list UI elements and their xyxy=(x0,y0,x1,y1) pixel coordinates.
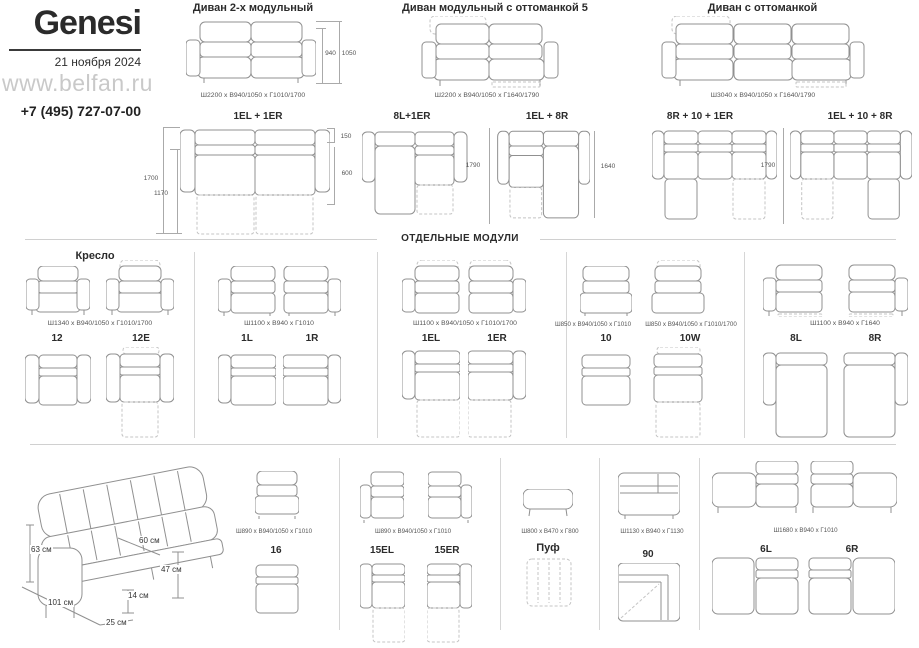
layout-title: 1EL + 1ER xyxy=(233,111,283,122)
config-dimensions: Ш2200 x В940/1050 x Г1640/1790 xyxy=(434,92,540,99)
dim-line xyxy=(163,127,180,128)
module-front-drawing xyxy=(712,461,802,515)
module-front-drawing xyxy=(763,263,829,317)
layout-top-view-drawing xyxy=(180,124,330,236)
dim-line xyxy=(170,149,180,150)
group-divider xyxy=(339,458,340,630)
corner-top-drawing xyxy=(618,563,680,623)
section-title: ОТДЕЛЬНЫЕ МОДУЛИ xyxy=(401,233,519,244)
module-label: 1EL xyxy=(421,333,441,344)
module-dimensions: Ш1130 x В940 x Г1130 xyxy=(620,528,684,535)
layout-title: 8L+1ER xyxy=(393,111,431,122)
module-front-drawing xyxy=(26,266,90,316)
module-top-drawing xyxy=(283,351,341,407)
config-dimensions: Ш3040 x В940/1050 x Г1640/1790 xyxy=(710,92,816,99)
module-front-drawing xyxy=(106,260,174,316)
module-top-drawing xyxy=(402,347,460,439)
module-dimensions: Ш890 x В940/1050 x Г1010 xyxy=(235,528,313,535)
dim-line xyxy=(316,83,342,84)
dim-line xyxy=(327,128,335,129)
layout-top-view-drawing xyxy=(790,127,912,222)
section-separator xyxy=(30,444,896,445)
module-label: 90 xyxy=(642,549,654,560)
layout-title: 1EL + 10 + 8R xyxy=(827,111,893,122)
group-divider xyxy=(377,252,378,438)
group-divider xyxy=(194,252,195,438)
module-front-drawing xyxy=(807,461,897,515)
module-dimensions: Ш1680 x В940 x Г1010 xyxy=(773,527,838,534)
module-dimensions: Ш1100 x В940/1050 x Г1010/1700 xyxy=(413,320,517,327)
module-dimensions: Ш850 x В940/1050 x Г1010/1700 xyxy=(645,321,737,328)
layout-title: 1EL + 8R xyxy=(525,111,569,122)
module-top-drawing xyxy=(807,556,895,618)
group-divider xyxy=(566,252,567,438)
module-front-drawing xyxy=(428,470,472,523)
module-top-drawing xyxy=(468,347,526,439)
sketch-dim-label: 63 см xyxy=(31,545,52,554)
catalog-date: 21 ноября 2024 xyxy=(54,55,141,69)
dim-label: 600 xyxy=(341,170,353,177)
sketch-dim-label: 25 см xyxy=(106,618,127,627)
config-title: Диван 2-х модульный xyxy=(192,2,314,14)
dim-line xyxy=(783,128,784,224)
module-label: 8R xyxy=(868,333,882,344)
sofa-2module-front-drawing xyxy=(186,20,316,84)
module-label: 12E xyxy=(132,333,150,344)
module-label: 10 xyxy=(600,333,612,344)
group-divider xyxy=(599,458,600,630)
module-label: Пуф xyxy=(536,542,560,554)
module-label: 6L xyxy=(760,544,772,555)
module-top-drawing xyxy=(763,351,829,439)
dim-line xyxy=(316,21,342,22)
layout-title: 8R + 10 + 1ER xyxy=(666,111,734,122)
module-label: 6R xyxy=(845,544,859,555)
sofa-ottoman5-front-drawing xyxy=(420,16,560,88)
dim-label: 940 xyxy=(325,50,336,57)
dim-line xyxy=(156,233,182,234)
dim-line xyxy=(163,127,164,233)
module-label: 16 xyxy=(270,545,282,556)
config-title: Диван модульный с оттоманкой 5 xyxy=(402,2,588,14)
layout-top-view-drawing xyxy=(652,127,777,222)
module-front-drawing xyxy=(842,263,908,317)
module-top-drawing xyxy=(106,347,174,439)
module-front-drawing xyxy=(218,266,276,316)
module-label: 1ER xyxy=(487,333,507,344)
module-front-drawing xyxy=(580,266,632,316)
group-divider xyxy=(699,458,700,630)
sketch-dim-label: 14 см xyxy=(128,591,149,600)
dim-label: 1170 xyxy=(154,190,168,197)
divider-line xyxy=(25,239,377,240)
config-title: Диван с оттоманкой xyxy=(707,2,818,14)
module-front-drawing xyxy=(468,260,526,316)
dim-line xyxy=(334,128,335,142)
module-dimensions: Ш890 x В940/1050 x Г1010 xyxy=(374,528,452,535)
module-dimensions: Ш800 x В470 x Г800 xyxy=(521,528,579,535)
pouf-top-drawing xyxy=(526,558,572,608)
dim-label: 1050 xyxy=(341,50,357,57)
module-top-drawing xyxy=(427,562,472,644)
layout-top-view-drawing xyxy=(362,128,470,216)
dim-label: 1640 xyxy=(600,163,616,170)
website-url: www.belfan.ru xyxy=(2,70,153,96)
module-top-drawing xyxy=(842,351,908,439)
sofa-ottoman-front-drawing xyxy=(658,16,868,88)
dim-line xyxy=(316,28,326,29)
sketch-dim-label: 47 см xyxy=(161,565,182,574)
dim-line xyxy=(489,128,490,224)
module-front-drawing xyxy=(650,260,706,316)
dim-line xyxy=(334,147,335,204)
module-top-drawing xyxy=(25,351,91,407)
module-top-drawing xyxy=(580,351,632,407)
phone-number: +7 (495) 727-07-00 xyxy=(20,103,141,119)
dim-label: 1790 xyxy=(465,162,481,169)
divider-line xyxy=(540,239,896,240)
dim-line xyxy=(327,142,335,143)
brand-rule xyxy=(9,49,141,51)
module-label: 10W xyxy=(679,333,701,344)
module-dimensions: Ш1100 x В940 x Г1010 xyxy=(244,320,314,327)
module-label: 15EL xyxy=(370,545,394,556)
armchair-heading: Кресло xyxy=(75,250,115,262)
dim-label: 1790 xyxy=(760,162,776,169)
module-top-drawing xyxy=(218,351,276,407)
module-top-drawing xyxy=(255,563,299,615)
group-divider xyxy=(500,458,501,630)
module-front-drawing xyxy=(402,260,460,316)
config-dimensions: Ш2200 x В940/1050 x Г1010/1700 xyxy=(200,92,306,99)
dim-line xyxy=(327,204,335,205)
module-label: 8L xyxy=(790,333,802,344)
brand-title: Genesi xyxy=(33,4,141,42)
module-top-drawing xyxy=(360,562,405,644)
module-label: 15ER xyxy=(434,545,460,556)
sketch-dim-label: 101 см xyxy=(48,598,74,607)
corner-front-drawing xyxy=(618,471,680,519)
module-front-drawing xyxy=(360,470,404,523)
group-divider xyxy=(744,252,745,438)
module-dimensions: Ш1100 x В940 x Г1640 xyxy=(810,320,880,327)
dim-line xyxy=(177,149,178,233)
module-label: 1L xyxy=(241,333,253,344)
layout-top-view-drawing xyxy=(495,127,590,220)
module-top-drawing xyxy=(650,347,706,439)
module-front-drawing xyxy=(255,471,299,519)
module-label: 12 xyxy=(51,333,63,344)
module-front-drawing xyxy=(283,266,341,316)
pouf-front-drawing xyxy=(523,489,573,517)
dim-label: 1700 xyxy=(143,175,159,182)
module-dimensions: Ш1340 x В940/1050 x Г1010/1700 xyxy=(47,320,153,327)
module-label: 1R xyxy=(305,333,319,344)
dim-line xyxy=(594,131,595,218)
sketch-dim-label: 60 см xyxy=(139,536,160,545)
dim-label: 150 xyxy=(340,133,352,140)
module-dimensions: Ш850 x В940/1050 x Г1010 xyxy=(554,321,632,328)
module-top-drawing xyxy=(712,556,800,618)
